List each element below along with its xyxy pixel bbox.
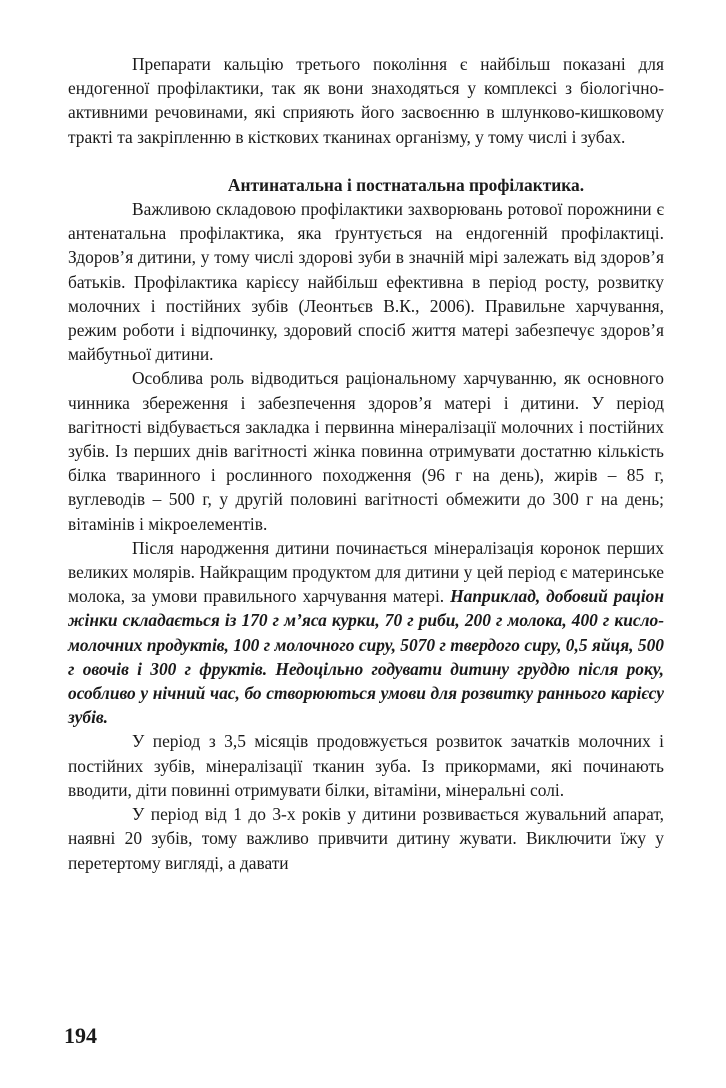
paragraph-calcium: Препарати кальцію третього покоління є найбільш показані для ендогенної профілактики, так як вони знаходяться у комплексі з біологічно-активними речовинами, які сприяють його засвоєнню в шлунково-кишковому тракті та закріпленню в кісткових тканинах організму, у тому числі і зубах. [68,54,664,147]
diet-example-text: Наприклад, добовий раціон жінки складається із 170 г м’яса курки, 70 г риби, 200 г молока, 400 г кисло-молочних продуктів, 100 г молочного сиру, 5070 г твердого сиру, 0,5 яйця, 500 г овочів і 300 г фруктів. Недоцільно годувати дитину груддю після року, особливо у нічний час, бо створюються умови для розвитку раннього карієсу зубів. [68,586,664,728]
paragraph-nutrition: Особлива роль відводиться раціональному харчуванню, як основного чинника збереження і забезпечення здоров’я матері і дитини. У період вагітності відбувається закладка і первинна мінералізації молочних і постійних зубів. Із перших днів вагітності жінка повинна отримувати достатню кількість білка тваринного і рослинного походження (96 г на день), жирів – 85 г, вуглеводів – 500 г, у другій половині вагітності обмежити до 300 г на день; вітамінів і мікроелементів. [68,368,664,534]
page-body [68,52,664,875]
spacer [68,149,664,173]
paragraph-antenatal: Важливою складовою профілактики захворювань ротової порожнини є антенатальна профілактика, яка ґрунтується на ендогенній профілактиці. Здоров’я дитини, у тому числі здорові зуби в значній мірі залежать від здоров’я батьків. Профілактика карієсу найбільш ефективна в період росту, розвитку молочних і постійних зубів (Леонтьєв В.К., 2006). Правильне харчування, режим роботи і відпочинку, здоровий спосіб життя матері забезпечує здоров’я майбутньої дитини. [68,199,664,365]
section-heading: Антинатальна і постнатальна профілактика. [227,174,585,195]
paragraph-3-5-months: У період з 3,5 місяців продовжується розвиток зачатків молочних і постійних зубів, мінералізації тканин зуба. Із прикормами, які починають вводити, діти повинні отримувати білки, вітаміни, мінеральні солі. [68,731,664,800]
after-birth-text: Після народження дитини починається мінералізація коронок перших великих молярів. Найкращим продуктом для дитини у цей період є материнське молока, за умови правильного харчування матері. [68,537,664,607]
paragraph-1-3-years: У період від 1 до 3-х років у дитини розвивається жувальний апарат, наявні 20 зубів, тому важливо привчити дитину жувати. Виключити їжу у перетертому вигляді, а давати [68,804,664,873]
page-number: 194 [64,1023,97,1048]
paragraph-after-birth [68,536,664,730]
